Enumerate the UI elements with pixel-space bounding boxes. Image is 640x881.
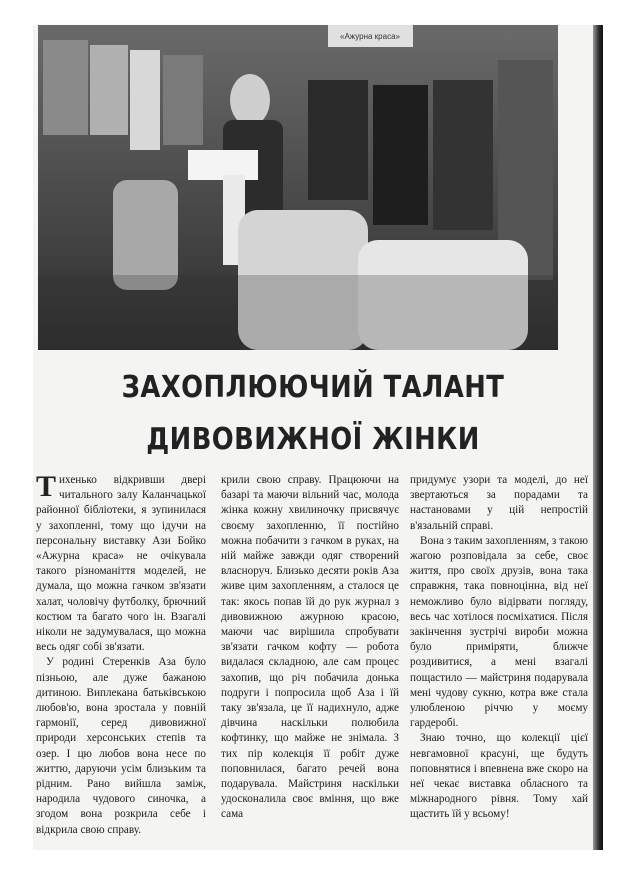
- newspaper-page: [33, 25, 593, 850]
- drop-cap: Т: [36, 473, 57, 503]
- column-1-paragraph-2: У родині Стеренків Аза було пізньою, але дуже бажаною дитиною. Виплекана батьківською любов'ю, вона зростала у повній гармонії, серед дивовижної природи херсонських степів та озер. І цю любов вона несе по життю, даруючи усім близьким та рідним. Рано вийшла заміж, народила чудового синочка, а згодом вона розкрила себе і відкрила свою справу.: [36, 656, 206, 836]
- headline-line-1: ЗАХОПЛЮЮЧИЙ ТАЛАНТ: [121, 370, 505, 405]
- article-column-1: [36, 473, 206, 850]
- photo-sign-text: «Ажурна краса»: [340, 32, 400, 41]
- article-column-2: [221, 473, 399, 850]
- article-photo: [38, 25, 558, 350]
- headline-line-2: ДИВОВИЖНОЇ ЖІНКИ: [146, 422, 480, 457]
- page-edge-shadow: [593, 25, 603, 850]
- article-column-3: [410, 473, 588, 850]
- column-3-paragraph-3: Знаю точно, що колекції цієї невгамовної красуні, ще будуть поповнятися і впевнена вже скоро на неї чекає виставка обласного та міжнародного рівня. Тому хай щастить їй у всьому!: [410, 732, 588, 821]
- column-1-paragraph-1: ихенько відкривши двері читального залу Каланчацької районної бібліотеки, я зупинилася у захопленні, тому що ідучи на персональну виставку Ази Бойко «Ажурна краса» не очікувала такого різноманіття моделей, не думала, що можна гачком зв'язати халат, чоловічу футболку, брючний костюм та багато чого ін. Взагалі ніколи не задумувалася, що можна весь одяг собі зв'язати.: [36, 474, 206, 654]
- exhibition-photo-image: [38, 25, 558, 350]
- column-3-paragraph-2: Вона з таким захопленням, з такою жагою розповідала за себе, своє життя, про своїх друзів, вона така справжня, така повноцінна, від неї неможливо було відірвати погляду, весь час хотілося посміхатися. Після закінчення зустрічі вироби можна було приміряти, ближче роздивитися, а мені взагалі пощастило — майстриня подарувала мені чудову сукню, котра вже стала улюбленою річчю у моєму гардеробі.: [410, 534, 588, 730]
- column-3-paragraph-1: придумує узори та моделі, до неї звертаються за порадами та настановами у цій непростій в'язальній справі.: [410, 474, 588, 532]
- column-2-paragraph-1: крили свою справу. Працюючи на базарі та маючи вільний час, молода жінка кожну хвилиночку присвячує своєму захопленню, її постійно можна побачити з гачком в руках, на ній майже завжди одяг створений власноруч. Близько десяти років Аза живе цим захопленням, а сталося це так: якось попав їй до рук журнал з дивовижною ажурною красою, маючи час вирішила спробувати зв'язати гачком кофту — робота видалася складною, але сам процес захопив, що річ побачила донька подруги і попросила щоб Аза і їй таку зв'язала, це її надихнуло, адже дівчина наскільки полюбила кофтинку, що майже не знімала. З тих пір колекція її робіт дуже поповнилася, багато речей вона подарувала. Майстриня наскільки удосконалила своє вміння, що вже сама: [221, 474, 399, 821]
